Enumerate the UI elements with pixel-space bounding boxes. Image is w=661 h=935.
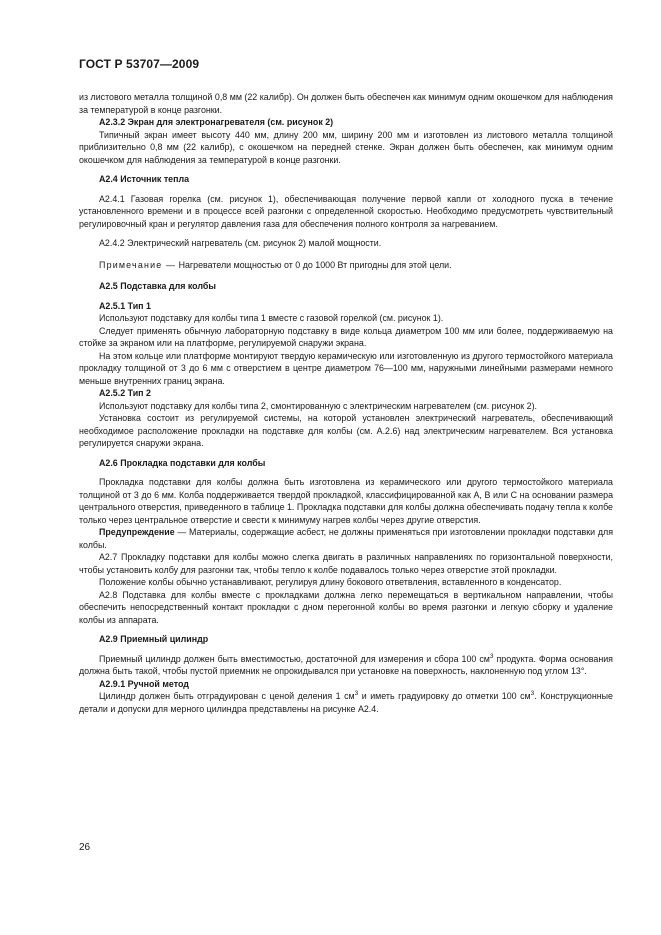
paragraph: Положение колбы обычно устанавливают, регулируя длину бокового ответвления, вставленного в конденсатор.: [99, 577, 562, 587]
section-heading-a2-5: А2.5 Подставка для колбы: [99, 281, 216, 291]
section-heading-a2-5-1: А2.5.1 Тип 1: [99, 300, 151, 311]
text-run: продукта. Форма основания должна быть такой, чтобы пустой приемник не опрокидывался при установке на поверхность, наклоненную под углом 13°.: [79, 653, 613, 676]
text-run: и иметь градуировку до отметки 100 см: [358, 691, 531, 701]
paragraph: Прокладка подставки для колбы должна быть изготовлена из керамического или другого термостойкого материала толщиной от 3 до 6 мм. Колба поддерживается твердой прокладкой, классифицированной как А, В или С на основании размера центрального отверстия, приведенного в таблице 1. Прокладка подставки для колбы должна обеспечивать подачу тепла к колбе только через центральное отверстие и свести к минимуму нагрев колбы через другие отверстия.: [79, 477, 613, 525]
section-heading-a2-4: А2.4 Источник тепла: [99, 174, 190, 184]
paragraph: А2.4.2 Электрический нагреватель (см. рисунок 2) малой мощности.: [99, 238, 382, 248]
section-heading-a2-9: А2.9 Приемный цилиндр: [99, 634, 209, 644]
document-body: [79, 91, 613, 715]
paragraph: А2.4.1 Газовая горелка (см. рисунок 1), обеспечивающая получение первой капли от холодного пуска в течение установленного времени и в процессе всей разгонки с определенной скоростью. Необходимо предусмотреть чувствительный регулировочный кран и регулятор давления газа для обеспечения полного контроля за нагреванием.: [79, 193, 613, 229]
paragraph: Используют подставку для колбы типа 1 вместе с газовой горелкой (см. рисунок 1).: [99, 313, 444, 323]
warning: [79, 526, 613, 551]
paragraph: из листового металла толщиной 0,8 мм (22 калибр). Он должен быть обеспечен как минимум одним окошечком для наблюдения за температурой в конце разгонки.: [79, 92, 613, 115]
text-run: Приемный цилиндр должен быть вместимостью, достаточной для измерения и сбора 100 см: [99, 653, 490, 664]
section-heading-a2-5-2: А2.5.2 Тип 2: [99, 388, 151, 398]
document-header-title: ГОСТ Р 53707—2009: [79, 57, 200, 71]
superscript: 3: [354, 690, 359, 697]
note-label: Примечание —: [99, 259, 177, 270]
paragraph: Используют подставку для колбы типа 2, смонтированную с электрическим нагревателем (см. рисунок 2).: [99, 400, 537, 411]
section-heading-a2-9-1: А2.9.1 Ручной метод: [99, 678, 189, 689]
superscript: 3: [530, 690, 535, 697]
page-number: 26: [79, 842, 91, 853]
paragraph: [79, 690, 613, 715]
warning-text: — Материалы, содержащие асбест, не должны применяться при изготовлении прокладки подставки для колбы.: [79, 527, 613, 550]
section-heading-a2-3-2: А2.3.2 Экран для электронагревателя (см. рисунок 2): [99, 117, 334, 127]
paragraph: Типичный экран имеет высоту 440 мм, длину 200 мм, ширину 200 мм и изготовлен из листового металла толщиной приблизительно 0,8 мм (22 калибр), с окошечком на передней стенке. Экран должен быть обеспечен, как минимум одним окошечком для наблюдения за температурой в конце разгонки.: [79, 129, 613, 165]
paragraph: Следует применять обычную лабораторную подставку в виде кольца диаметром 100 мм или более, поддерживаемую на стойке за экраном или на платформе, регулируемой снаружи экрана.: [79, 325, 613, 348]
paragraph: На этом кольце или платформе монтируют твердую керамическую или изготовленную из другого термостойкого материала прокладку толщиной от 3 до 6 мм с отверстием в центре диаметром 76—100 мм, наружными линейными размерами немного меньше внутренних границ экрана.: [79, 350, 613, 386]
superscript: 3: [489, 652, 494, 660]
paragraph: А2.7 Прокладку подставки для колбы можно слегка двигать в различных направлениях по горизонтальной поверхности, чтобы установить колбу для разгонки так, чтобы тепло к колбе подавалось только через отверстие этой прокладки.: [79, 552, 613, 575]
note: [79, 259, 613, 272]
text-run: Цилиндр должен быть отградуирован с ценой деления 1 см: [99, 691, 355, 701]
paragraph: [79, 653, 613, 678]
text-run: . Конструкционные детали и допуски для мерного цилиндра представлены на рисунке А2.4.: [79, 691, 613, 714]
section-heading-a2-6: А2.6 Прокладка подставки для колбы: [99, 457, 266, 468]
paragraph: А2.8 Подставка для колбы вместе с прокладками должна легко перемещаться в вертикальном направлении, чтобы обеспечить непосредственный контакт прокладки с дном перегонной колбы во время разгонки и легкую сборку и удаление колбы из аппарата.: [79, 589, 613, 625]
note-text: Нагреватели мощностью от 0 до 1000 Вт пригодны для этой цели.: [176, 259, 452, 270]
warning-label: Предупреждение: [99, 527, 175, 537]
paragraph: Установка состоит из регулируемой системы, на которой установлен электрический нагреватель, обеспечивающий необходимое расположение прокладки на подставке для колбы (см. А.2.6) над электрическим нагревателем. Вся установка регулируется снаружи экрана.: [79, 413, 613, 448]
